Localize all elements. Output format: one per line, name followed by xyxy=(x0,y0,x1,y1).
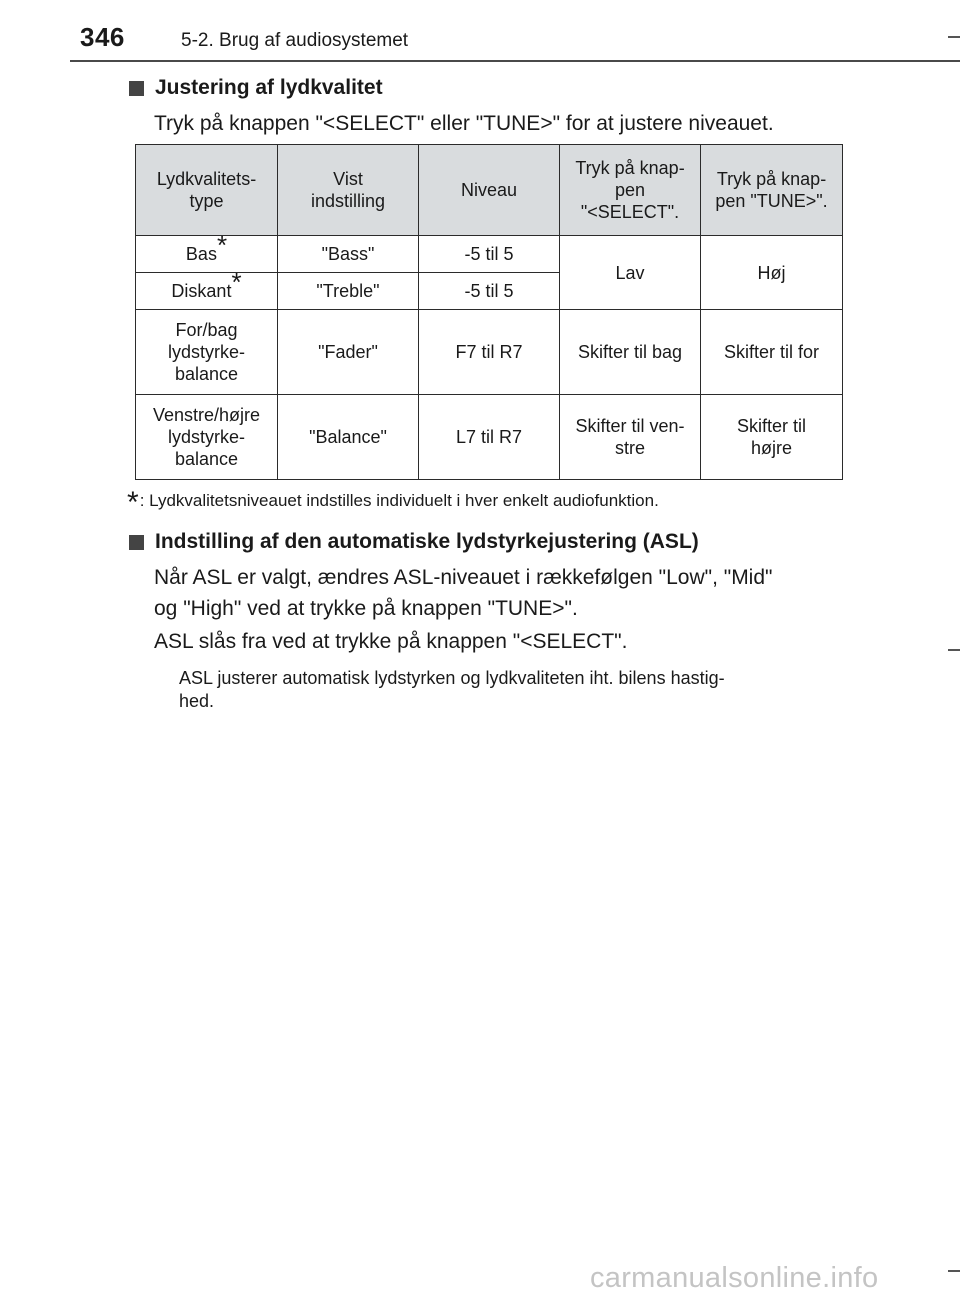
table-header-row xyxy=(136,145,843,236)
footnote-star: * xyxy=(231,267,242,297)
cell-level: L7 til R7 xyxy=(419,395,560,480)
cell-select: Skifter til ven- stre xyxy=(560,395,701,480)
page-number: 346 xyxy=(80,22,125,52)
cell-type: Venstre/højre lydstyrke- balance xyxy=(136,395,278,480)
section-heading-asl xyxy=(129,530,699,554)
asl-paragraph-1-line-2: og "High" ved at trykke på knappen "TUNE>". xyxy=(154,597,578,620)
section-heading-text: Justering af lydkvalitet xyxy=(155,76,383,99)
cell-type xyxy=(136,230,278,273)
cell-display: "Treble" xyxy=(278,273,419,310)
footnote-text: : Lydkvalitetsniveauet indstilles individuelt i hver enkelt audiofunktion. xyxy=(139,491,659,510)
cell-type-text: Bas xyxy=(185,244,217,264)
footnote-star: * xyxy=(127,486,139,519)
asl-paragraph-2: ASL slås fra ved at trykke på knappen "<SELECT". xyxy=(154,630,628,653)
cell-level: F7 til R7 xyxy=(419,310,560,395)
asl-note xyxy=(179,667,840,713)
header-cell-level: Niveau xyxy=(419,145,560,236)
footnote-star: * xyxy=(216,230,228,260)
header-rule xyxy=(70,60,960,62)
crop-mark-middle xyxy=(948,649,960,651)
cell-display: "Fader" xyxy=(278,310,419,395)
cell-level: -5 til 5 xyxy=(419,273,560,310)
crop-mark-top xyxy=(948,36,960,38)
chapter-title: 5-2. Brug af audiosystemet xyxy=(181,30,409,51)
cell-level: -5 til 5 xyxy=(419,236,560,273)
section-heading-sound-quality xyxy=(129,76,383,100)
cell-type: For/bag lydstyrke- balance xyxy=(136,310,278,395)
table-footnote xyxy=(127,486,659,520)
section-intro: Tryk på knappen "<SELECT" eller "TUNE>" for at justere niveauet. xyxy=(154,112,774,135)
square-bullet-icon xyxy=(129,81,144,96)
sound-settings-table xyxy=(135,144,843,480)
cell-select: Skifter til bag xyxy=(560,310,701,395)
asl-paragraph-1 xyxy=(154,562,844,624)
cell-tune: Høj xyxy=(701,236,843,310)
section-heading-text: Indstilling af den automatiske lydstyrkejustering (ASL) xyxy=(155,530,699,553)
square-bullet-icon xyxy=(129,535,144,550)
watermark: carmanualsonline.info xyxy=(590,1262,879,1294)
cell-display: "Bass" xyxy=(278,236,419,273)
cell-tune: Skifter til for xyxy=(701,310,843,395)
cell-tune: Skifter til højre xyxy=(701,395,843,480)
header-cell-display: Vist indstilling xyxy=(278,145,419,236)
header-cell-type: Lydkvalitets- type xyxy=(136,145,278,236)
cell-type-text: Diskant xyxy=(171,281,232,301)
cell-select: Lav xyxy=(560,236,701,310)
asl-note-line-2: hed. xyxy=(179,691,215,711)
table-row xyxy=(136,395,843,480)
crop-mark-bottom xyxy=(948,1270,960,1272)
asl-paragraph-1-line-1: Når ASL er valgt, ændres ASL-niveauet i rækkefølgen "Low", "Mid" xyxy=(154,566,773,589)
cell-display: "Balance" xyxy=(278,395,419,480)
cell-type xyxy=(136,267,278,310)
table-row xyxy=(136,310,843,395)
header-cell-select: Tryk på knap- pen "<SELECT". xyxy=(560,145,701,236)
header-cell-tune: Tryk på knap- pen "TUNE>". xyxy=(701,145,843,236)
asl-note-line-1: ASL justerer automatisk lydstyrken og lydkvaliteten iht. bilens hastig- xyxy=(179,668,725,688)
